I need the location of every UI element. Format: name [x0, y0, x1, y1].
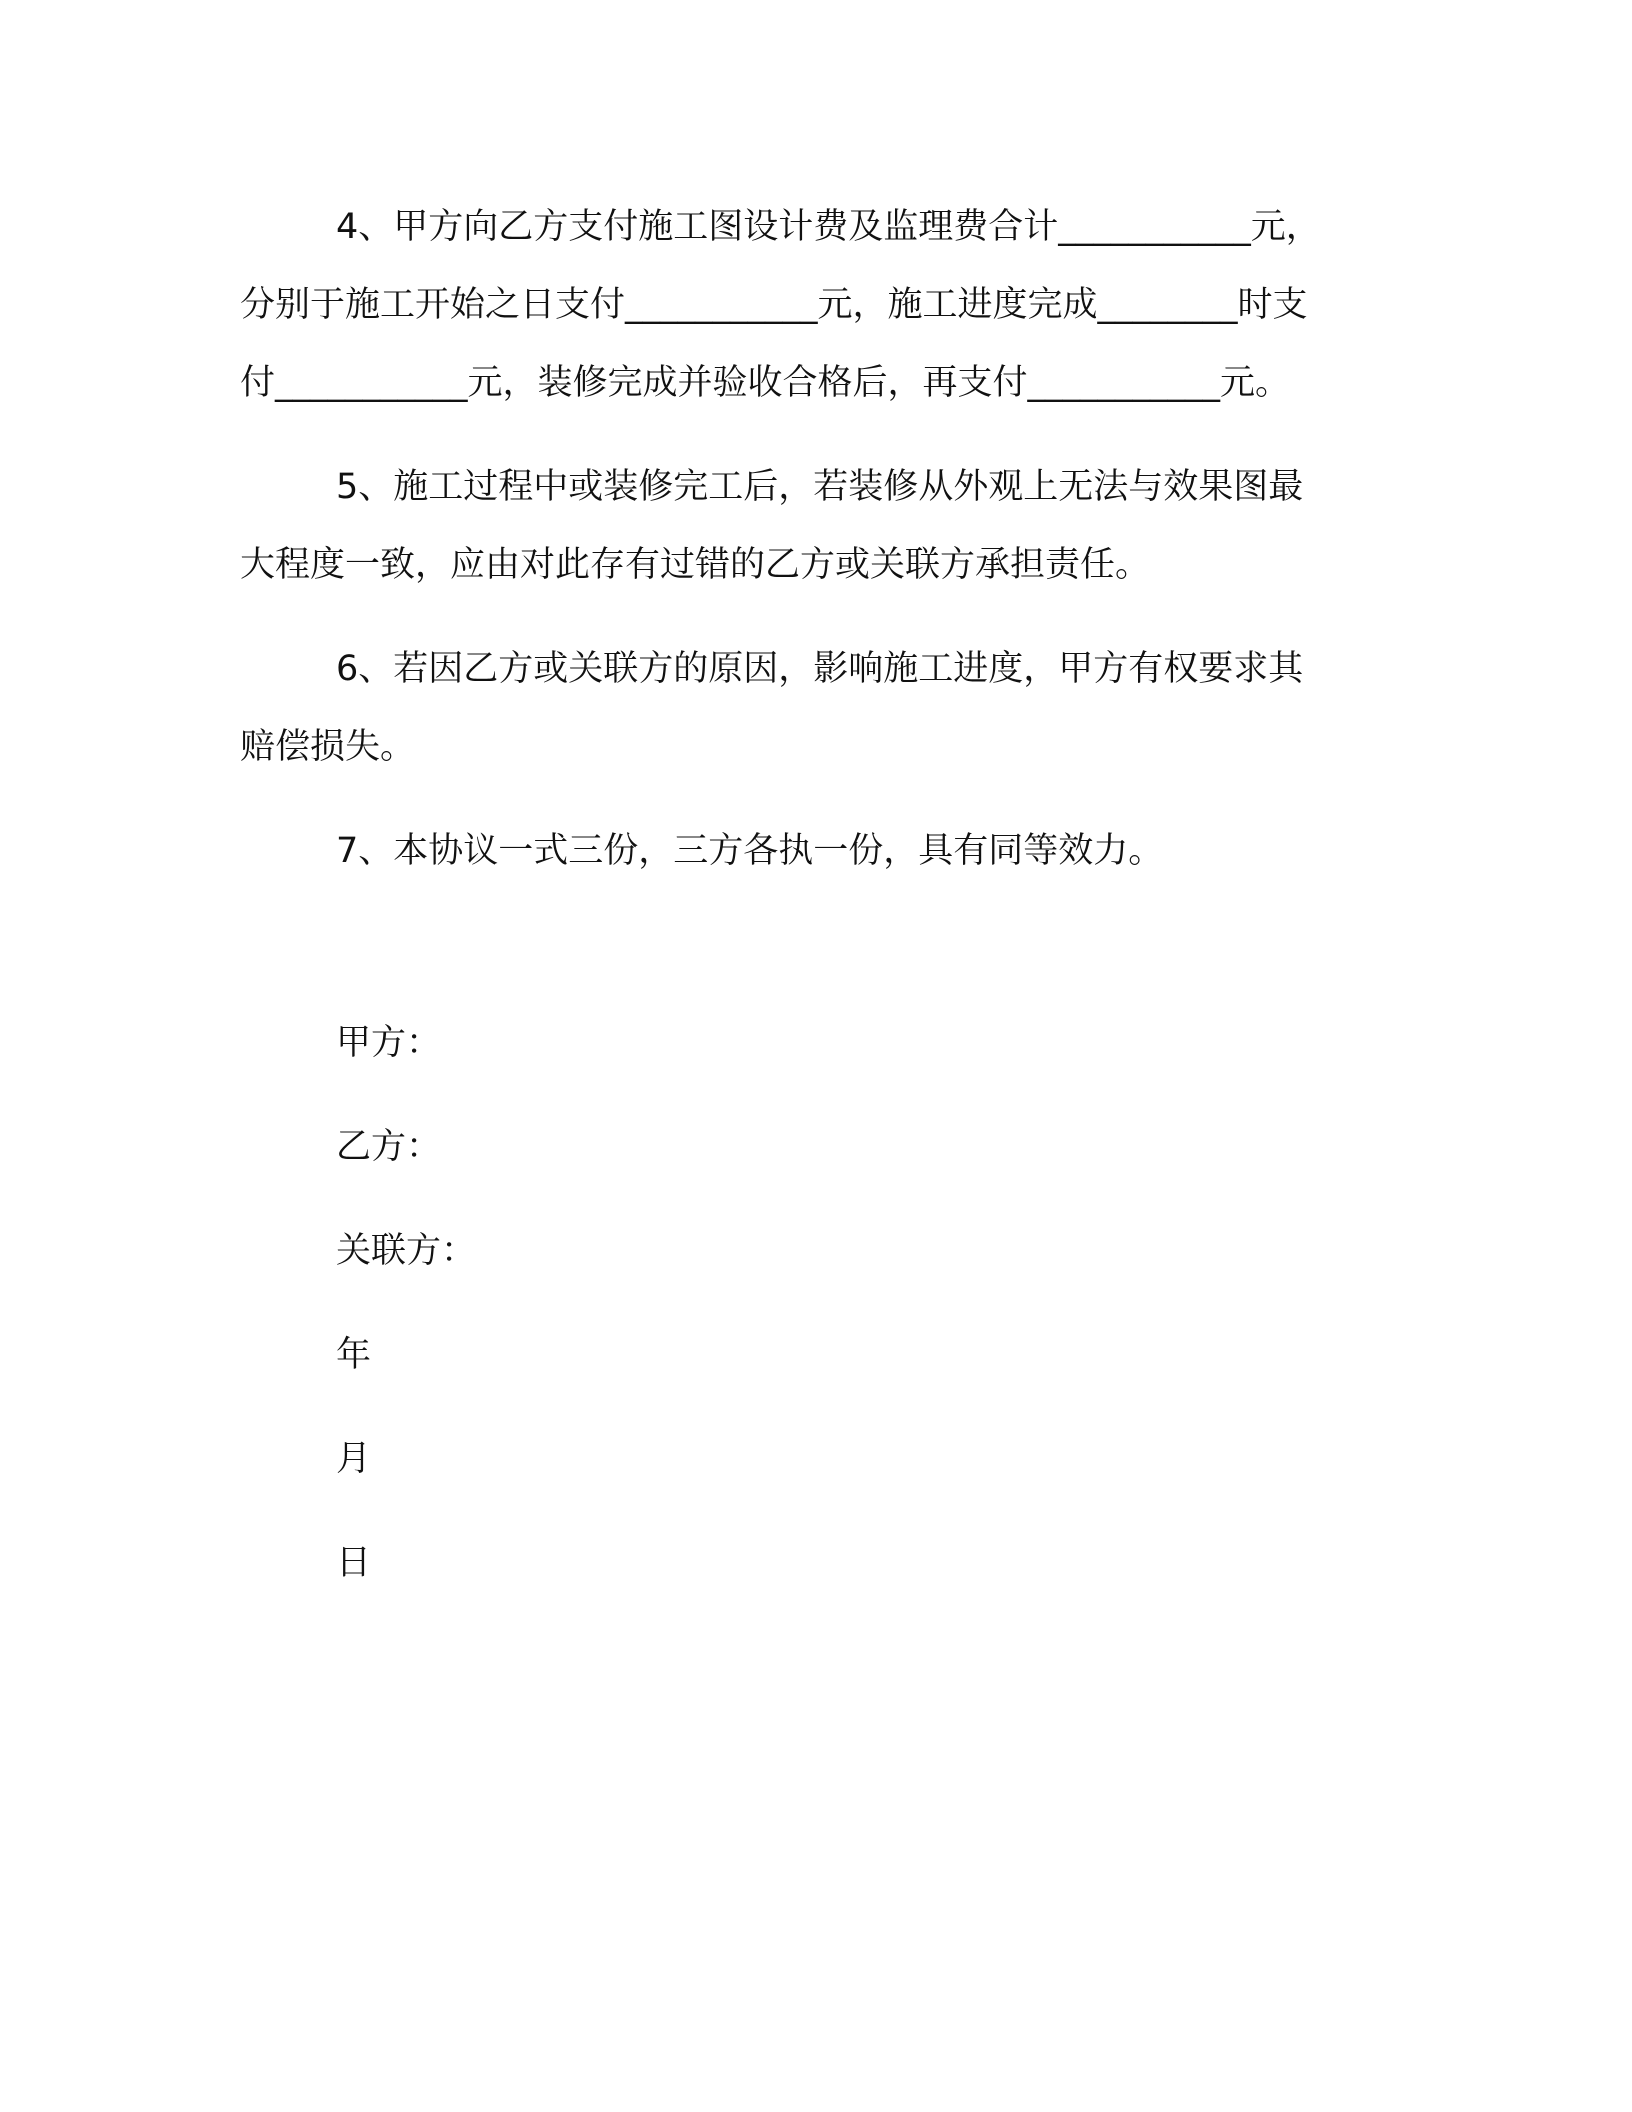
clause-5-line-1: 5、施工过程中或装修完工后，若装修从外观上无法与效果图最: [336, 467, 1304, 507]
year-label: 年: [336, 1335, 372, 1375]
clause-4: [240, 188, 1390, 422]
clause-7: [240, 812, 1390, 890]
clause-7-line-1: 7、本协议一式三份，三方各执一份，具有同等效力。: [336, 831, 1164, 871]
clause-5-line-2: 大程度一致，应由对此存有过错的乙方或关联方承担责任。: [240, 545, 1151, 585]
related-party-label: 关联方：: [336, 1231, 477, 1271]
clause-4-line-1: 4、甲方向乙方支付施工图设计费及监理费合计___________元，: [336, 207, 1321, 247]
day-label: 日: [336, 1543, 372, 1583]
party-b-label: 乙方：: [336, 1127, 442, 1167]
month-label: 月: [336, 1439, 372, 1479]
clause-6: [240, 630, 1390, 786]
clause-4-line-3: 付___________元，装修完成并验收合格后，再支付___________元。: [240, 363, 1291, 403]
signature-block: [336, 1004, 476, 1628]
party-a-label: 甲方：: [336, 1023, 442, 1063]
clause-5: [240, 448, 1390, 604]
clause-6-line-1: 6、若因乙方或关联方的原因，影响施工进度，甲方有权要求其: [336, 649, 1304, 689]
clause-6-line-2: 赔偿损失。: [240, 727, 416, 767]
clause-4-line-2: 分别于施工开始之日支付___________元，施工进度完成________时支: [240, 285, 1308, 325]
agreement-clauses: [240, 188, 1390, 916]
